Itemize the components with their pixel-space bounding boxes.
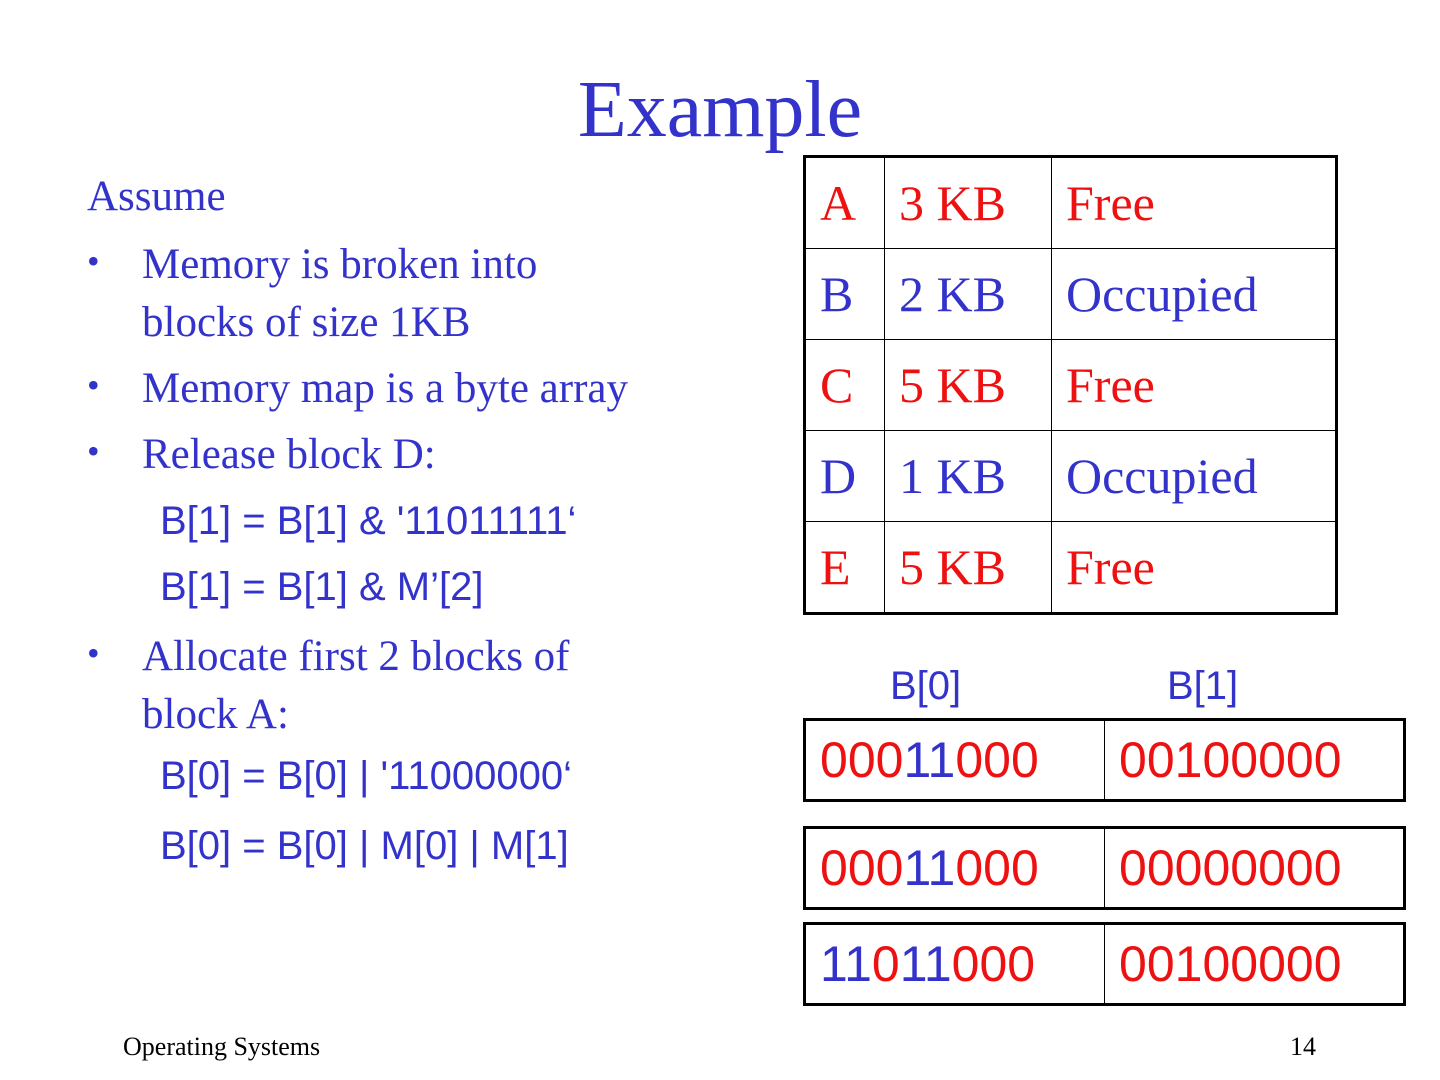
block-name-cell: A	[805, 157, 885, 249]
block-size-cell: 5 KB	[885, 340, 1052, 431]
bitmap-row-after-release	[803, 826, 1406, 910]
bullet-symbol: •	[87, 431, 100, 471]
bitmap-cell-b1: 00100000	[1105, 924, 1405, 1005]
block-size-cell: 1 KB	[885, 431, 1052, 522]
bullet-symbol: •	[87, 365, 100, 405]
slide-title: Example	[577, 66, 863, 154]
bitmap-row-initial	[803, 718, 1406, 802]
bitmap-cell-b0: 11011000	[805, 924, 1105, 1005]
bitmap-label-b1: B[1]	[1167, 664, 1239, 708]
bullet-symbol: •	[87, 241, 100, 281]
bitmap-row-after-allocate	[803, 922, 1406, 1006]
memory-block-row	[805, 249, 1337, 340]
block-status-cell: Occupied	[1052, 431, 1337, 522]
block-size-cell: 2 KB	[885, 249, 1052, 340]
block-size-cell: 3 KB	[885, 157, 1052, 249]
memory-blocks-table	[803, 155, 1338, 615]
memory-block-row	[805, 431, 1337, 522]
bullet-allocate-blocks: Allocate first 2 blocks of block A:	[142, 633, 570, 738]
footer-course-name: Operating Systems	[123, 1032, 321, 1061]
code-allocate-line-2: B[0] = B[0] | M[0] | M[1]	[160, 824, 569, 868]
bitmap-cell-b0: 00011000	[805, 828, 1105, 909]
bullet-memory-blocks: Memory is broken into blocks of size 1KB	[142, 241, 538, 346]
bitmap-cell-b0: 00011000	[805, 720, 1105, 801]
bitmap-cell-b1: 00000000	[1105, 828, 1405, 909]
footer-page-number: 14	[1290, 1032, 1316, 1061]
block-name-cell: C	[805, 340, 885, 431]
block-name-cell: D	[805, 431, 885, 522]
block-status-cell: Free	[1052, 157, 1337, 249]
bitmap-cell-b1: 00100000	[1105, 720, 1405, 801]
code-release-line-2: B[1] = B[1] & M’[2]	[160, 565, 484, 609]
bullet-release-block: Release block D:	[142, 431, 436, 478]
code-allocate-line-1: B[0] = B[0] | '11000000‘	[160, 754, 573, 798]
bullet-symbol: •	[87, 633, 100, 673]
block-name-cell: B	[805, 249, 885, 340]
memory-block-row	[805, 522, 1337, 614]
block-status-cell: Free	[1052, 522, 1337, 614]
memory-block-row	[805, 157, 1337, 249]
bullet-memory-map: Memory map is a byte array	[142, 365, 628, 412]
block-size-cell: 5 KB	[885, 522, 1052, 614]
block-status-cell: Free	[1052, 340, 1337, 431]
bitmap-label-b0: B[0]	[890, 664, 962, 708]
code-release-line-1: B[1] = B[1] & '11011111‘	[160, 499, 577, 543]
block-name-cell: E	[805, 522, 885, 614]
assume-label: Assume	[87, 173, 226, 220]
block-status-cell: Occupied	[1052, 249, 1337, 340]
memory-block-row	[805, 340, 1337, 431]
